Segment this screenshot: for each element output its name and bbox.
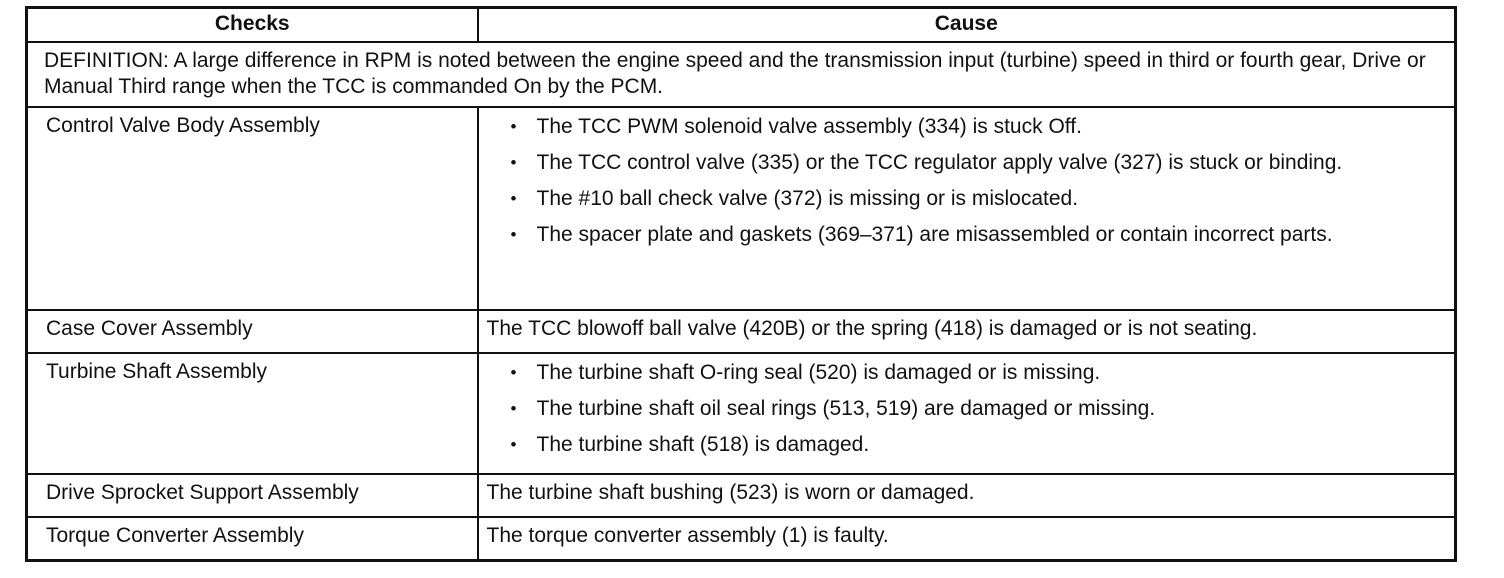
cause-text: The #10 ball check valve (372) is missing or is mislocated. bbox=[536, 187, 1079, 210]
definition-row bbox=[27, 42, 1456, 107]
bullet-icon: • bbox=[510, 153, 517, 172]
check-label: Drive Sprocket Support Assembly bbox=[27, 474, 478, 517]
header-row bbox=[27, 8, 1456, 43]
list-item bbox=[507, 113, 1445, 140]
bullet-icon: • bbox=[510, 435, 517, 454]
list-item bbox=[507, 149, 1445, 176]
bullet-icon: • bbox=[510, 363, 517, 382]
cause-text: The torque converter assembly (1) is faulty. bbox=[478, 517, 1456, 561]
cause-cell bbox=[478, 107, 1456, 310]
list-item bbox=[507, 221, 1445, 248]
diagnosis-table bbox=[25, 6, 1457, 562]
bullet-icon: • bbox=[510, 399, 517, 418]
table-row bbox=[27, 517, 1456, 561]
cause-text: The TCC blowoff ball valve (420B) or the spring (418) is damaged or is not seating. bbox=[478, 310, 1456, 353]
cause-text: The spacer plate and gaskets (369–371) are misassembled or contain incorrect parts. bbox=[536, 223, 1333, 246]
checks-header: Checks bbox=[27, 8, 478, 43]
definition-text: DEFINITION: A large difference in RPM is noted between the engine speed and the transmission input (turbine) speed in third or fourth gear, Drive or Manual Third range when the TCC is commanded On by the PCM. bbox=[27, 42, 1456, 107]
check-label: Control Valve Body Assembly bbox=[27, 107, 478, 310]
bullet-icon: • bbox=[510, 225, 517, 244]
cause-list bbox=[487, 113, 1445, 248]
list-item bbox=[507, 359, 1445, 386]
bullet-icon: • bbox=[510, 117, 517, 136]
check-label: Torque Converter Assembly bbox=[27, 517, 478, 561]
cause-text: The turbine shaft (518) is damaged. bbox=[536, 433, 870, 456]
cause-text: The turbine shaft bushing (523) is worn or damaged. bbox=[478, 474, 1456, 517]
cause-text: The turbine shaft O-ring seal (520) is damaged or is missing. bbox=[536, 361, 1101, 384]
bullet-icon: • bbox=[510, 189, 517, 208]
table-row bbox=[27, 310, 1456, 353]
table-row bbox=[27, 107, 1456, 310]
list-item bbox=[507, 185, 1445, 212]
check-label: Turbine Shaft Assembly bbox=[27, 353, 478, 474]
cause-list bbox=[487, 359, 1445, 458]
cause-text: The TCC PWM solenoid valve assembly (334) is stuck Off. bbox=[536, 115, 1082, 138]
table-row bbox=[27, 353, 1456, 474]
cause-cell bbox=[478, 353, 1456, 474]
table-row bbox=[27, 474, 1456, 517]
cause-header: Cause bbox=[478, 8, 1456, 43]
cause-text: The TCC control valve (335) or the TCC regulator apply valve (327) is stuck or binding. bbox=[536, 151, 1343, 174]
list-item bbox=[507, 395, 1445, 422]
list-item bbox=[507, 431, 1445, 458]
cause-text: The turbine shaft oil seal rings (513, 519) are damaged or missing. bbox=[536, 397, 1156, 420]
check-label: Case Cover Assembly bbox=[27, 310, 478, 353]
